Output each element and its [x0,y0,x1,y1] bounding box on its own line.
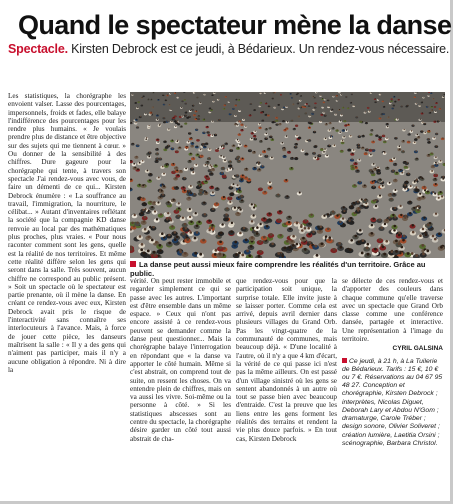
practical-info [342,358,443,448]
caption-text: La danse peut aussi mieux faire comprendre les réalités d'un territoire. Grâce au public. [130,260,426,278]
practical-info-text: Ce jeudi, à 21 h, à La Tuilerie de Bédarieux. Tarifs : 15 €, 10 € ou 7 €. Réservations au 04 67 95 48 27. Conception et chorégraphie, Kirsten Debrock ; interprètes, Nicolas Diguet, Deborah Lary et Abdou N'Gom ; dramaturge, Carole Tréber ; design sonore, Olivier Soliveret ; création lumière, Laetitia Orsini ; scénographie, Barbara Christol. [342,357,443,447]
column-1-text: vérité. On peut rester immobile et regarder simplement ce qui se passe avec les autres. L'important est d'être ensemble dans un même espace. » Ceux qui n'ont pas encore assisté à ce rendez-vous peuvent se demander comme la danse peut questionner... Mais la chorégraphe balaye l'interrogation en répondant que « la danse va apporter le côté humain. Même si c'est abstrait, on comprend tout de suite, on ressent les choses. On va entendre plein de chiffres, mais on va aussi les vivre. Soi-même ou la personne à côté. » Si les statistiques abscesses sont au centre du spectacle, la chorégraphe désire garder un côté tout aussi abstrait de cha- [130,277,231,443]
column-1 [130,277,231,448]
column-2-text: que rendez-vous pour que la participation soit unique, la surprise totale. Elle invite juste à se laisser porter. Comme cela est arrivé, depuis avril dernier dans plusieurs villages du Grand Orb. Pas les vingt-quatre de la communauté de communes, mais beaucoup déjà. « D'une localité à l'autre, où il n'y a que 4 km d'écart, la vérité de ce qui passe ici n'est pas la même ailleurs. On est passé d'un village sinistré où les gens se sentent abandonnés à un autre où tout se passe bien avec beaucoup d'entraide. C'est la preuve que les liens entre les gens forment les réalités des terrains et rendent la vie plus douce parfois. » En tout cas, Kirsten Debrock [236,277,337,443]
article-columns [130,277,445,448]
column-2 [236,277,337,448]
photo-caption [130,260,445,278]
column-3 [342,277,443,448]
column-3-text: se délecte de ces rendez-vous et d'apporter des couleurs dans chaque commune qu'elle traverse avec un spectacle que Grand Orb classe comme une conférence dansée, partagée et interactive. Une représentation à l'image du territoire. [342,277,443,344]
headline: Quand le spectateur mène la danse [18,10,452,40]
info-marker-icon [342,358,347,363]
author-signature: CYRIL GALSINA [392,345,443,353]
subhead: Kirsten Debrock est ce jeudi, à Bédarieux. Un rendez-vous nécessaire. [71,42,450,56]
left-column-text: Les statistiques, la chorégraphe les envoient valser. Lasse des pourcentages, impersonnels, froids et fades, elle balaye l'indifférence des pourcentages pour les rendre plus humains. « Je voulais prendre plus de distance et être objective sur des sujets qui me tiennent à cœur. » Ou donner de la sensibilité à des chiffres. Dure gageure pour la chorégraphe qui tente, à travers son spectacle J'ai rendez-vous avec vous, de faire un démenti de ce qui... Kirsten Debrock énumère : « La souffrance au travail, l'immigration, la nourriture, le célibat... » Autant d'inventaires reflétant la société que la compagnie KD danse renvoie au local par des mathématiques plus proches, plus vraies. « Pour nous raconter comment sont les gens, quelle est la réalité de nos territoires. Et même cette réalité diffère selon les gens qui seront dans la salle. Très souvent, aucun chiffre ne correspond au public présent. » Soit un spectacle où le spectateur est partie prenante, où il mène la danse. En créant ce rendez-vous avec eux, Kirsten Debrock avait pris le risque de l'interactivité sans connaître ses interlocuteurs à l'avance. Mais, à force de jouer cette pièce, les danseurs maîtrisent la salle : « Il y a des gens qui n'aiment pas participer, mais il n'y a aucune obligation à répondre. Ni à dire la [8,92,126,374]
crowd-photo [130,92,445,258]
kicker: Spectacle. [8,42,68,56]
caption-marker-icon [130,261,136,267]
crowd-illustration [130,92,445,258]
left-column [8,92,126,374]
standfirst [8,42,450,56]
